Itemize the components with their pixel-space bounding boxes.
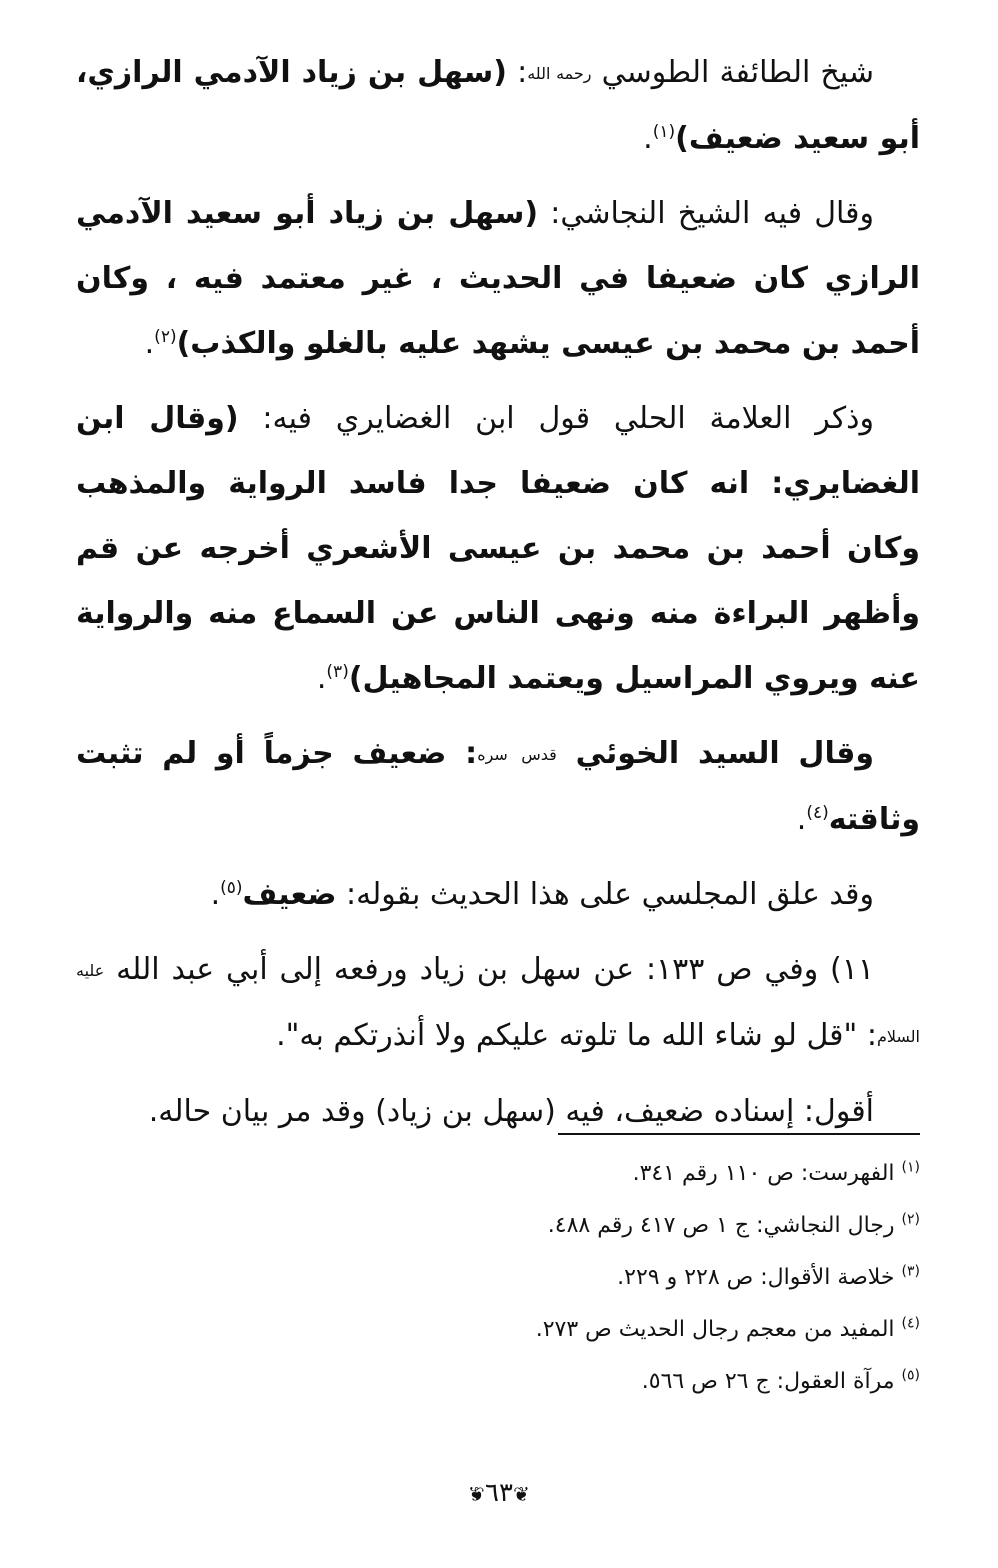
footnote (400, 1200, 920, 1252)
footnote-ref: (٢) (154, 327, 177, 347)
footnote (400, 1252, 920, 1304)
page-footer (0, 1478, 998, 1508)
text-run: أقول: إسناده ضعيف، فيه (سهل بن زياد) وقد مر بيان حاله. (148, 1094, 874, 1129)
footnote-text: خلاصة الأقوال: ص ٢٢٨ و ٢٢٩. (617, 1265, 895, 1290)
paragraph (76, 181, 920, 376)
ornament-left-icon: ❦ (468, 1481, 486, 1506)
text-run: (وقال ابن الغضايري: انه كان ضعيفا جدا فاسد الرواية والمذهب وكان أحمد بن محمد بن عيسى الأشعري أخرجه عن قم وأظهر البراءة منه ونهى الناس عن السماع منه والرواية عنه ويروي المراسيل ويعتمد المجاهيل) (76, 401, 920, 696)
main-text (76, 40, 920, 1154)
text-run: شيخ الطائفة الطوسي (591, 55, 874, 90)
footnote-separator (558, 1133, 920, 1135)
text-run: : (506, 55, 528, 90)
footnote-ref: (١) (652, 122, 676, 142)
text-run: وقد علق المجلسي على هذا الحديث بقوله: (336, 877, 874, 912)
page-number: ٦٣ (485, 1478, 513, 1508)
paragraph (76, 862, 920, 927)
footnote-ref: (٥) (220, 878, 243, 898)
footnote (400, 1148, 920, 1200)
footnote-text: المفيد من معجم رجال الحديث ص ٢٧٣. (535, 1317, 895, 1342)
text-run: . (144, 326, 155, 361)
text-run: : ضعيف جزماً أو لم تثبت وثاقته (76, 736, 920, 837)
text-run: . (796, 802, 807, 837)
paragraph (76, 721, 920, 852)
footnote-number: (٤) (901, 1315, 920, 1332)
paragraph (76, 386, 920, 711)
honorific-symbol: عليه السلام (76, 961, 920, 1046)
text-run: وقال السيد الخوئي (556, 736, 874, 771)
ornament-right-icon: ❦ (512, 1481, 530, 1506)
text-run: (سهل بن زياد أبو سعيد الآدمي الرازي كان ضعيفا في الحديث ، غير معتمد فيه ، وكان أحمد بن محمد بن عيسى يشهد عليه بالغلو والكذب) (76, 196, 920, 361)
paragraph (76, 937, 920, 1069)
footnote-text: الفهرست: ص ١١٠ رقم ٣٤١. (632, 1161, 895, 1186)
text-run: . (316, 661, 327, 696)
text-run: . (643, 121, 653, 156)
text-run: . (210, 877, 221, 912)
paragraph (76, 40, 920, 171)
text-run: ضعيف (242, 877, 337, 912)
text-run: وذكر العلامة الحلي قول ابن الغضايري فيه: (238, 401, 874, 436)
footnote-ref: (٣) (326, 662, 349, 682)
footnote (400, 1304, 920, 1356)
honorific-symbol: قدس سره (477, 745, 557, 764)
footnote (400, 1356, 920, 1408)
honorific-symbol: رحمه الله (527, 64, 592, 83)
footnote-number: (١) (901, 1159, 920, 1176)
text-run: وقال فيه الشيخ النجاشي: (538, 196, 875, 231)
footnotes (400, 1148, 920, 1408)
text-run: : "قل لو شاء الله ما تلوته عليكم ولا أنذرتكم به". (276, 1018, 877, 1053)
footnote-ref: (٤) (806, 803, 829, 823)
footnote-number: (٥) (901, 1367, 920, 1384)
footnote-text: رجال النجاشي: ج ١ ص ٤١٧ رقم ٤٨٨. (547, 1213, 895, 1238)
text-run: (سهل بن زياد الآدمي الرازي، أبو سعيد ضعيف) (76, 55, 920, 156)
footnote-number: (٢) (901, 1211, 920, 1228)
text-run: ١١) وفي ص ١٣٣: عن سهل بن زياد ورفعه إلى أبي عبد الله (104, 952, 874, 987)
footnote-number: (٣) (901, 1263, 920, 1280)
footnote-text: مرآة العقول: ج ٢٦ ص ٥٦٦. (641, 1369, 895, 1394)
